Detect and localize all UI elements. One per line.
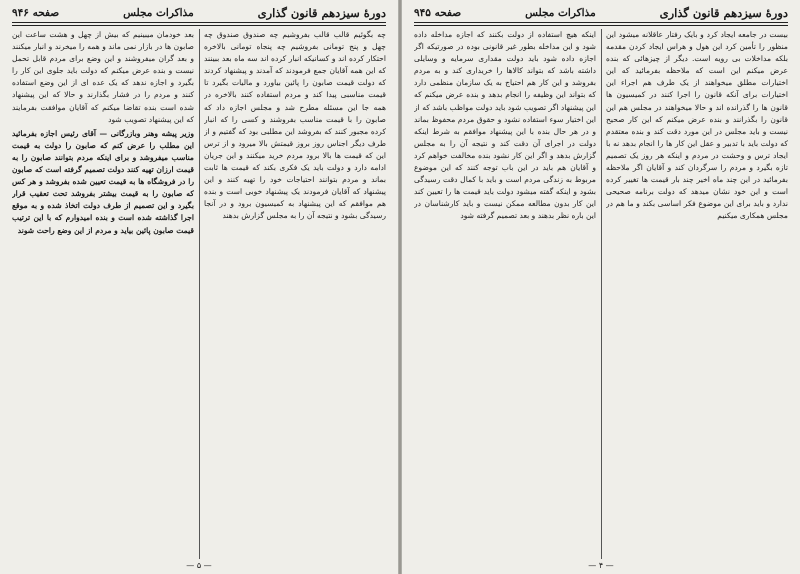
left-page-number: صفحه ۹۴۶ (12, 7, 60, 19)
right-header-subtitle: مذاکرات مجلس (525, 7, 596, 19)
right-page-footer: — ۴ — (588, 561, 614, 570)
right-column-right (606, 29, 788, 559)
column-divider (199, 29, 200, 559)
paragraph: بعد خودمان میبینیم که بیش از چهل و هشت ساعت این صابون ها در بازار نمی ماند و همه را میخرند و انبار میکنند و بعد گران میفروشند و این وضع برای مردم قابل تحمل نیست و بنده عرض میکنم که دولت باید جلوی این کار را بگیرد و اجازه ندهد که یک عده ای از این وضع استفاده کنند و مردم را در فشار بگذارند و حالا که این پیشنهاد شده است بنده تقاضا میکنم که آقایان موافقت بفرمایند که این پیشنهاد تصویب شود (12, 30, 194, 124)
left-header-rule (12, 22, 386, 26)
right-column-left (414, 29, 596, 559)
left-page (0, 0, 398, 574)
right-columns (414, 29, 788, 559)
left-header-subtitle: مذاکرات مجلس (123, 7, 194, 19)
right-page-header (414, 6, 788, 20)
paragraph: وزیر پیشه وهنر وبازرگانی — آقای رئیس اجازه بفرمائید این مطلب را عرض کنم که صابون را دولت به قیمت مناسب میفروشد و برای اینکه مردم بتوانند صابون را به قیمت ارزان تهیه کنند دولت تصمیم گرفته است که صابون را در فروشگاه ها به قیمت تعیین شده بفروشد و هر کس که صابون را به قیمت بیشتر بفروشد تحت تعقیب قرار بگیرد و این تصمیم از طرف دولت اتخاذ شده و به موقع اجرا گذاشته شده است و بنده امیدوارم که با این ترتیب قیمت صابون پائین بیاید و مردم از این وضع راحت شوند (12, 128, 194, 235)
left-column-right (204, 29, 386, 559)
paragraph: بیست در جامعه ایجاد کرد و بایک رفتار عاقلانه میشود این منظور را تأمین کرد این هول و هراس ایجاد کردن مقدمه بلکه مداخلات بی رویه است. دیگر از چیزهائی که بنده عرض میکنم این است که ملاحظه بفرمائید که این اختیارات مطلق میخواهند از یک طرف هم اجراء این اختیارات برای آنکه قانون را اجرا کنند در کمیسیون ها قانون ها را گذرانده اند و حالا میخواهند در مجلس هم این قانون را بگذرانند و بنده عرض میکنم که این کار صحیح نیست و باید مجلس در این مورد دقت کند و بنده معتقدم که دولت باید با تدبیر و عقل این کار ها را انجام بدهد نه با ایجاد ترس و وحشت در مردم و اینکه هر روز یک تصمیم تازه بگیرد و مردم را سرگردان کند و آقایان اگر ملاحظه بفرمائید در این چند ماه اخیر چند بار قیمت ها تغییر کرده است و این خود نشان میدهد که دولت برنامه صحیحی ندارد و باید برای این موضوع فکر اساسی بکند و ما هم در مجلس همکاری میکنیم (606, 30, 788, 221)
right-header-title: دورهٔ سیزدهم قانون گذاری (659, 6, 788, 20)
right-page (402, 0, 800, 574)
left-page-header (12, 6, 386, 20)
paragraph: اینکه هیچ استفاده از دولت بکنند که اجازه مداخله داده شود و این مداخله بطور غیر قانونی بوده در صورتیکه اگر اجازه داده شود باید دولت مقداری سرمایه و وسایلی داشته باشد که بتواند کالاها را خریداری کند و به مردم بفروشد و این کار هم احتیاج به یک سازمان منظمی دارد که بتواند این وظیفه را انجام بدهد و بنده عرض میکنم که این پیشنهاد اگر تصویب شود باید دولت مواظب باشد که از این اختیار سوء استفاده نشود و حقوق مردم محفوظ بماند و در هر حال بنده با این پیشنهاد موافقم به شرط اینکه دولت در اجرای آن دقت کند و نتیجه آن را به مجلس گزارش بدهد و اگر این کار نشود بنده مخالفت خواهم کرد و آقایان هم باید در این باب توجه کنند که این موضوع مربوط به زندگی مردم است و باید با کمال دقت رسیدگی بشود و اینکه گفته میشود دولت باید قیمت ها را تعیین کند این کار بدون مطالعه ممکن نیست و باید کارشناسان در این باره نظر بدهند و بعد تصمیم گرفته شود (414, 30, 596, 221)
left-page-footer: — ۵ — (186, 561, 212, 570)
paragraph: چه بگوئیم قالب قالب بفروشیم چه صندوق صندوق چه چهل و پنج تومانی بفروشیم چه پنجاه تومانی بالاخره احتکار کرده اند و کسانیکه انبار کرده اند سه ماه بعد ببینند که این همه آقایان جمع فرمودند که آمدند و پیشنهاد کردند که دولت قیمت صابون را پائین بیاورد و مالیات بگیرد تا قیمت مناسبی پیدا کند و مردم استفاده کنند بالاخره در همه جا این مسئله مطرح شد و مجلس اجازه داد که صابون را با قیمت مناسب بفروشند و کسی را که انبار کرده مجبور کنند که بفروشد این مطلبی بود که گفتیم و از طرف دیگر اجناس روز بروز قیمتش بالا میرود و از ترس این که قیمت ها بالا برود مردم خرید میکنند و این جریان ادامه دارد و دولت باید یک فکری بکند که قیمت ها ثابت بماند و مردم بتوانند احتیاجات خود را تهیه کنند و این پیشنهاد که آقایان فرمودند یک پیشنهاد خوبی است و بنده هم موافقم که این پیشنهاد به کمیسیون برود و در آنجا رسیدگی بشود و نتیجه آن را به مجلس گزارش بدهند (204, 30, 386, 221)
left-column-left (12, 29, 194, 559)
left-header-title: دورهٔ سیزدهم قانون گذاری (257, 6, 386, 20)
right-header-rule (414, 22, 788, 26)
left-columns (12, 29, 386, 559)
right-page-number: صفحه ۹۴۵ (414, 7, 462, 19)
column-divider (601, 29, 602, 559)
